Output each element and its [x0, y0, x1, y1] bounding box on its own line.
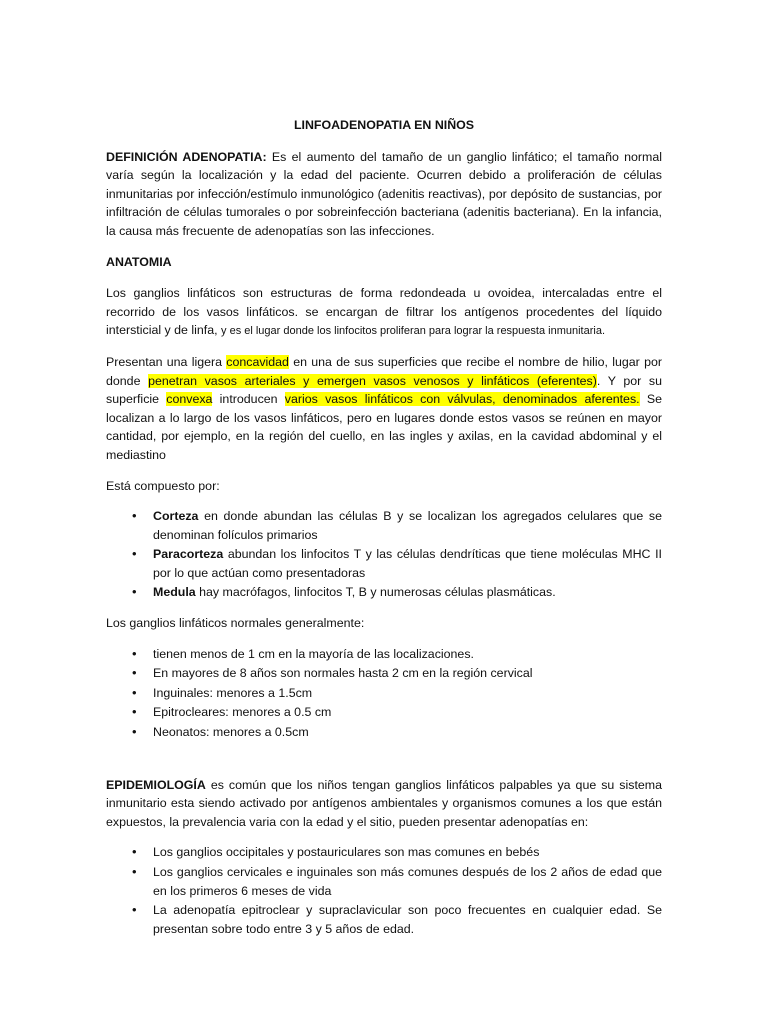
list-item-text: abundan los linfocitos T y las células dendríticas que tiene moléculas MHC II por lo que actúan como presentadoras	[153, 547, 662, 580]
compuesto-list	[106, 507, 662, 602]
anatomia-p2-a: Presentan una ligera	[106, 354, 227, 369]
epidemiologia-label: EPIDEMIOLOGÍA	[106, 777, 206, 792]
anatomia-p2-d: introducen	[212, 392, 285, 407]
list-item-text: hay macrófagos, linfocitos T, B y numerosas células plasmáticas.	[195, 585, 556, 600]
list-item	[106, 583, 662, 602]
epidemiologia-paragraph	[106, 776, 662, 832]
list-item: • Epitrocleares: menores a 0.5 cm	[106, 703, 662, 722]
normales-list	[106, 645, 662, 742]
list-item-text: en donde abundan las células B y se localizan los agregados celulares que se denominan folículos primarios	[153, 509, 662, 542]
document-page	[106, 116, 662, 950]
highlight-convexa: convexa	[166, 392, 213, 407]
definicion-label: DEFINICIÓN ADENOPATIA:	[106, 149, 267, 164]
definicion-paragraph	[106, 148, 662, 241]
anatomia-heading: ANATOMIA	[106, 254, 172, 269]
list-item: • Inguinales: menores a 1.5cm	[106, 684, 662, 703]
definicion-text: Es el aumento del tamaño de un ganglio linfático; el tamaño normal varía según la localización y la edad del paciente. Ocurren debido a proliferación de células inmunitarias por infección/estímulo inmunológico (adenitis reactivas), por depósito de sustancias, por infiltración de células tumorales o por sobreinfección bacteriana (adenitis bacteriana). En la infancia, la causa más frecuente de adenopatías son las infecciones.	[106, 149, 663, 238]
epidemiologia-text: es común que los niños tengan ganglios linfáticos palpables ya que su sistema inmunitario esta siendo activado por antígenos ambientales y organismos comunes a los que están expuestos, la prevalencia varia con la edad y el sitio, pueden presentar adenopatías en:	[106, 777, 662, 829]
normales-intro: Los ganglios linfáticos normales generalmente:	[106, 616, 365, 631]
anatomia-paragraph-2	[106, 353, 662, 465]
list-item	[106, 507, 662, 544]
compuesto-intro: Está compuesto por:	[106, 478, 220, 493]
list-item: • Los ganglios occipitales y postauriculares son mas comunes en bebés	[106, 843, 662, 862]
anatomia-p2-e: Se localizan a lo largo de los vasos linfáticos, pero en lugares donde estos vasos se reúnen en mayor cantidad, por ejemplo, en la región del cuello, en las ingles y axilas, en la cavidad abdominal y el mediastino	[106, 392, 662, 462]
anatomia-p1-main: Los ganglios linfáticos son estructuras de forma redondeada u ovoidea, intercaladas entre el recorrido de los vasos linfáticos. se encargan de filtrar los antígenos procedentes del líquido intersticial y de linfa,	[106, 286, 662, 338]
list-item: • En mayores de 8 años son normales hasta 2 cm en la región cervical	[106, 664, 662, 683]
list-item-label: Medula	[153, 585, 196, 600]
highlight-concavidad: concavidad	[226, 354, 289, 369]
anatomia-p2-c: . Y por su superficie	[106, 373, 662, 407]
list-item: • Neonatos: menores a 0.5cm	[106, 723, 662, 742]
epidemiologia-list	[106, 843, 662, 938]
anatomia-p1-small: y es el lugar donde los linfocitos proliferan para lograr la respuesta inmunitaria.	[221, 325, 606, 338]
spacer	[106, 754, 662, 776]
list-item: • tienen menos de 1 cm en la mayoría de las localizaciones.	[106, 645, 662, 664]
list-item: • Los ganglios cervicales e inguinales son más comunes después de los 2 años de edad que en los primeros 6 meses de vida	[106, 863, 662, 900]
document-title: LINFOADENOPATIA EN NIÑOS	[293, 118, 475, 132]
highlight-vasos-eferentes: penetran vasos arteriales y emergen vasos venosos y linfáticos (eferentes)	[148, 373, 597, 388]
list-item-label: Paracorteza	[153, 547, 224, 562]
highlight-vasos-aferentes: varios vasos linfáticos con válvulas, denominados aferentes.	[284, 392, 640, 407]
list-item-label: Corteza	[153, 509, 199, 524]
anatomia-paragraph-1	[106, 284, 662, 341]
anatomia-p2-b: en una de sus superficies que recibe el nombre de hilio, lugar por donde	[106, 354, 662, 388]
list-item	[106, 545, 662, 582]
list-item: • La adenopatía epitroclear y supraclavicular son poco frecuentes en cualquier edad. Se presentan sobre todo entre 3 y 5 años de edad.	[106, 901, 662, 938]
